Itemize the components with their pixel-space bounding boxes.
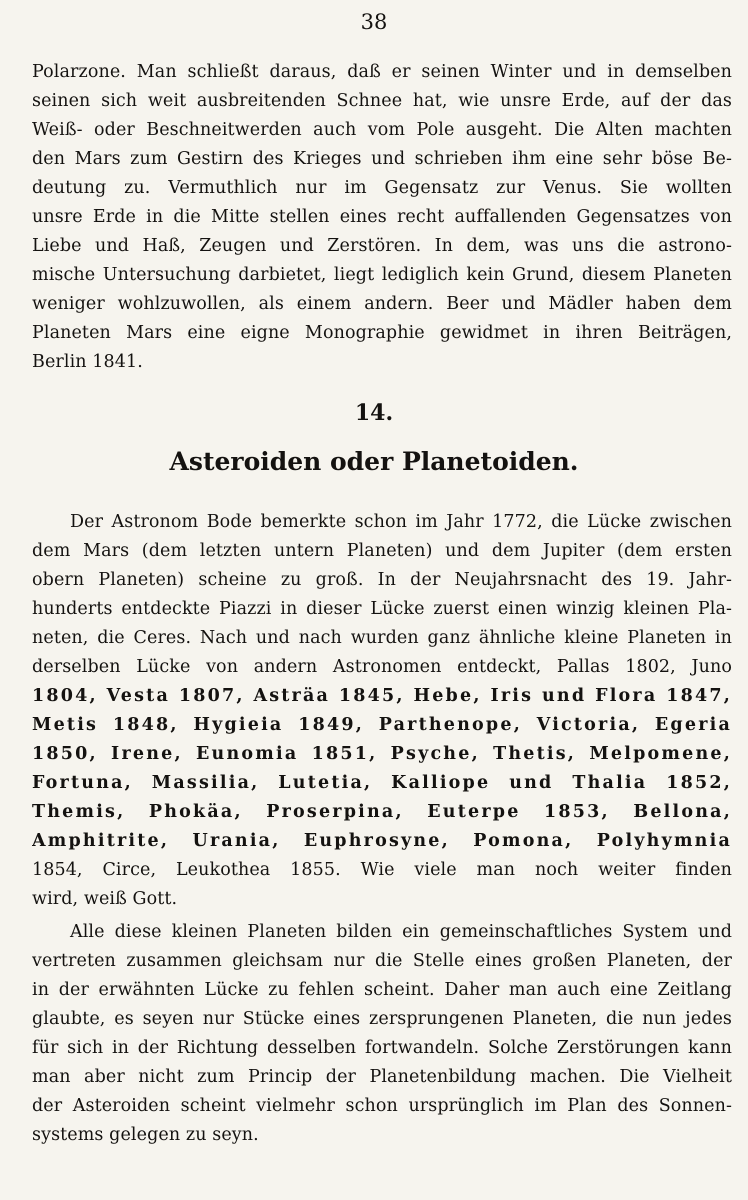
text-line: 1850, Irene, Eunomia 1851, Psyche, Thetis, Melpomene,	[32, 744, 732, 764]
text-line: Weiß- oder Beschneitwerden auch vom Pole ausgeht. Die Alten machten	[32, 120, 732, 140]
text-line: glaubte, es seyen nur Stücke eines zersprungenen Planeten, die nun jedes	[32, 1009, 732, 1029]
text-line: für sich in der Richtung desselben fortwandeln. Solche Zerstörungen kann	[32, 1038, 732, 1058]
text-line: Themis, Phokäa, Proserpina, Euterpe 1853, Bellona,	[32, 802, 732, 822]
text-line: wird, weiß Gott.	[32, 889, 178, 909]
paragraph-asteroids	[32, 508, 732, 914]
section-title: Asteroiden oder Planetoiden.	[169, 447, 579, 476]
text-line: Berlin 1841.	[32, 352, 143, 372]
text-line: weniger wohlzuwollen, als einem andern. Beer und Mädler haben dem	[32, 294, 732, 314]
text-line: Liebe und Haß, Zeugen und Zerstören. In dem, was uns die astrono-	[32, 236, 732, 256]
text-line: Metis 1848, Hygieia 1849, Parthenope, Victoria, Egeria	[32, 715, 732, 735]
text-line: der Asteroiden scheint vielmehr schon ursprünglich im Plan des Sonnen-	[32, 1096, 732, 1116]
text-line: den Mars zum Gestirn des Krieges und schrieben ihm eine sehr böse Be-	[32, 149, 732, 169]
text-line: 1854, Circe, Leukothea 1855. Wie viele man noch weiter finden	[32, 860, 732, 880]
page-number: 38	[360, 10, 388, 34]
text-line: unsre Erde in die Mitte stellen eines recht auffallenden Gegensatzes von	[32, 207, 732, 227]
text-line: vertreten zusammen gleichsam nur die Stelle eines großen Planeten, der	[32, 951, 732, 971]
text-line: man aber nicht zum Princip der Planetenbildung machen. Die Vielheit	[32, 1067, 732, 1087]
text-line: Der Astronom Bode bemerkte schon im Jahr 1772, die Lücke zwischen	[70, 512, 732, 532]
text-line: dem Mars (dem letzten untern Planeten) und dem Jupiter (dem ersten	[32, 541, 732, 561]
text-line: Amphitrite, Urania, Euphrosyne, Pomona, Polyhymnia	[32, 831, 732, 851]
text-line: Fortuna, Massilia, Lutetia, Kalliope und Thalia 1852,	[32, 773, 732, 793]
text-line: Alle diese kleinen Planeten bilden ein gemeinschaftliches System und	[70, 922, 732, 942]
text-line: in der erwähnten Lücke zu fehlen scheint. Daher man auch eine Zeitlang	[32, 980, 732, 1000]
text-line: obern Planeten) scheine zu groß. In der Neujahrsnacht des 19. Jahr-	[32, 570, 732, 590]
paragraph-top	[32, 58, 732, 377]
text-line: deutung zu. Vermuthlich nur im Gegensatz zur Venus. Sie wollten	[32, 178, 732, 198]
text-line: Planeten Mars eine eigne Monographie gewidmet in ihren Beiträgen,	[32, 323, 732, 343]
text-line: neten, die Ceres. Nach und nach wurden ganz ähnliche kleine Planeten in	[32, 628, 732, 648]
text-line: derselben Lücke von andern Astronomen entdeckt, Pallas 1802, Juno	[32, 657, 732, 677]
text-line: mische Untersuchung darbietet, liegt lediglich kein Grund, diesem Planeten	[32, 265, 732, 285]
text-line: 1804, Vesta 1807, Asträa 1845, Hebe, Iris und Flora 1847,	[32, 686, 732, 706]
text-line: seinen sich weit ausbreitenden Schnee hat, wie unsre Erde, auf der das	[32, 91, 732, 111]
section-number: 14.	[354, 400, 394, 426]
text-line: systems gelegen zu seyn.	[32, 1125, 259, 1145]
paragraph-system	[32, 918, 732, 1150]
text-line: hunderts entdeckte Piazzi in dieser Lücke zuerst einen winzig kleinen Pla-	[32, 599, 732, 619]
text-line: Polarzone. Man schließt daraus, daß er seinen Winter und in demselben	[32, 62, 732, 82]
